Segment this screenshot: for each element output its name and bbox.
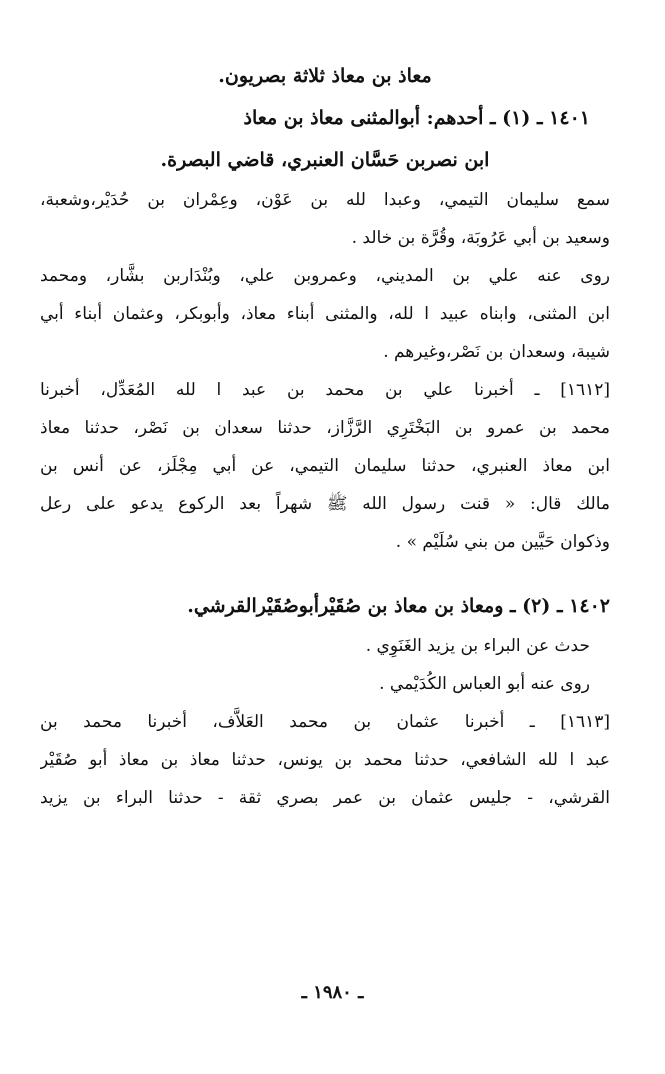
entry-1401-heading-continued: ابن نصربن حَسَّان العنبري، قاضي البصرة. bbox=[160, 149, 490, 171]
hadith-1612-line-2: محمد بن عمرو بن البَخْتَرِي الرَّزَّاز، حدثنا سعدان بن نَصْر، حدثنا معاذ bbox=[40, 418, 610, 438]
hadith-1612-line-1: [١٦١٢] ـ أخبرنا علي بن محمد بن عبد ا لله المُعَدِّل، أخبرنا bbox=[40, 380, 610, 400]
entry-1401-heading: ١٤٠١ ـ (١) ـ أحدهم: أبوالمثنى معاذ بن معاذ bbox=[243, 107, 590, 129]
entry-1402-narrated-from: حدث عن البراء بن يزيد الغَنَوِي . bbox=[365, 636, 590, 656]
page-body bbox=[40, 55, 610, 817]
page-number: ـ ١٩٨٠ ـ bbox=[301, 982, 364, 1003]
hadith-1613-line-2: عبد ا لله الشافعي، حدثنا محمد بن يونس، حدثنا معاذ بن معاذ أبو صُقَيْر bbox=[40, 750, 610, 770]
hadith-1613-line-3: القرشي، - جليس عثمان بن عمر بصري ثقة - حدثنا البراء بن يزيد bbox=[40, 788, 610, 808]
entry-1402-narrated-by: روى عنه أبو العباس الكُدَيْمي . bbox=[379, 674, 590, 694]
section-gap bbox=[40, 561, 610, 585]
section-title: معاذ بن معاذ ثلاثة بصريون. bbox=[218, 65, 432, 87]
entry-1402-heading: ١٤٠٢ ـ (٢) ـ ومعاذ بن معاذ بن صُقَيْرأبوصُقَيْرالقرشي. bbox=[187, 595, 610, 617]
hadith-1612-line-3: ابن معاذ العنبري، حدثنا سليمان التيمي، عن أبي مِجْلَز، عن أنس بن bbox=[40, 456, 610, 476]
entry-1401-teachers: سمع سليمان التيمي، وعبدا لله بن عَوْن، وعِمْران بن حُدَيْر،وشعبة، bbox=[40, 190, 610, 210]
entry-1401-students: روى عنه علي بن المديني، وعمروبن علي، وبُنْدَاربن بشَّار، ومحمد bbox=[40, 266, 610, 286]
entry-1401-students-continued: ابن المثنى، وابناه عبيد ا لله، والمثنى أبناء معاذ، وأبوبكر، وعثمان أبناء أبي bbox=[40, 304, 610, 324]
entry-1401-teachers-continued: وسعيد بن أبي عَرُوبَة، وقُرَّة بن خالد . bbox=[351, 228, 610, 248]
hadith-1612-line-5: وذكوان حَيَّين من بني سُلَيْم » . bbox=[395, 532, 610, 552]
hadith-1612-line-4: مالك قال: « قنت رسول الله ﷺ شهراً بعد الركوع يدعو على رعل bbox=[40, 494, 610, 514]
entry-1401-students-end: شيبة، وسعدان بن نَصْر،وغيرهم . bbox=[383, 342, 610, 362]
hadith-1613-line-1: [١٦١٣] ـ أخبرنا عثمان بن محمد العَلاَّف، أخبرنا محمد بن bbox=[40, 712, 610, 732]
